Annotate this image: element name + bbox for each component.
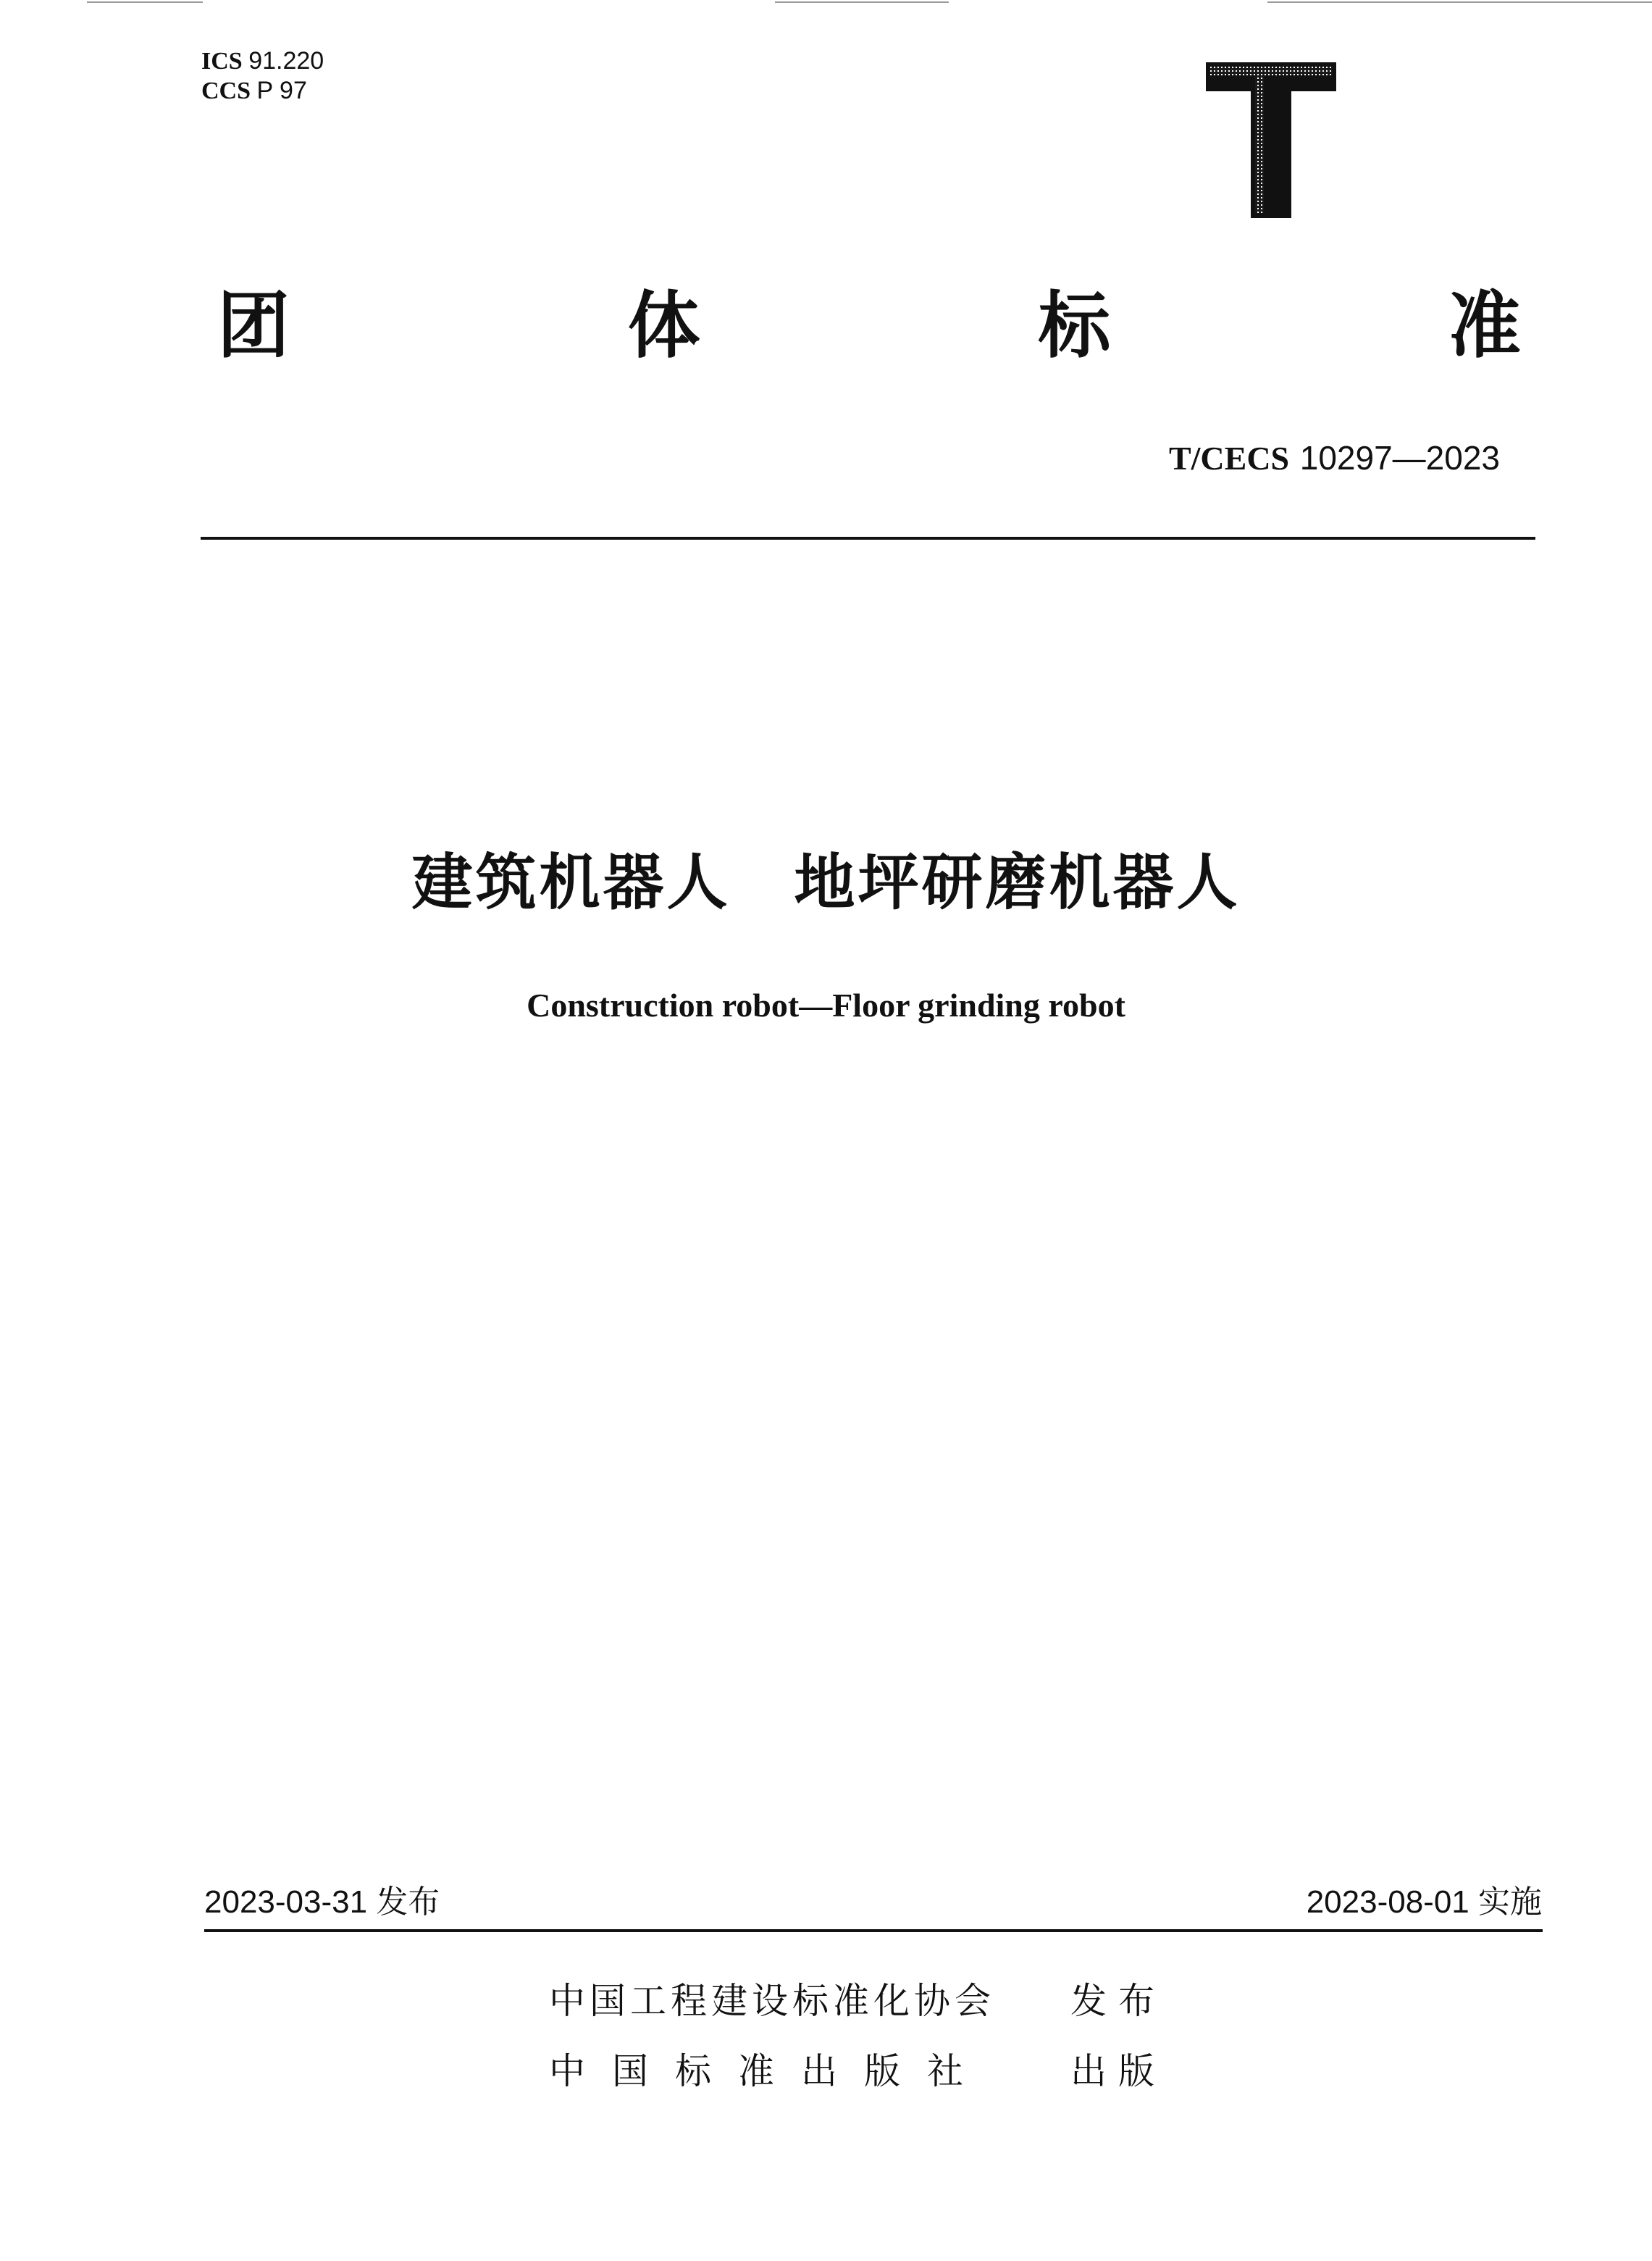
press-row	[549, 2048, 1186, 2094]
scan-mark	[87, 1, 203, 3]
publisher-row	[549, 1978, 1186, 2024]
press-name: 中国标准出版社	[549, 2050, 990, 2092]
classification-codes	[201, 46, 324, 106]
header-divider	[201, 537, 1535, 540]
footer-divider	[204, 1929, 1543, 1932]
standard-number: T/CECS 10297—2023	[1168, 439, 1500, 477]
standard-type-char: 准	[1448, 283, 1521, 368]
publisher-name: 中国工程建设标准化协会	[549, 1980, 995, 2022]
implementation-label: 实施	[1478, 1884, 1542, 1920]
standard-type	[217, 283, 1521, 369]
ics-code: ICS 91.220	[201, 47, 324, 75]
standard-type-char: 体	[627, 283, 700, 368]
publisher-action: 发布	[1070, 1980, 1166, 2022]
issue-label: 发布	[376, 1884, 440, 1920]
ccs-code: CCS P 97	[201, 77, 307, 104]
press-action: 出版	[1070, 2050, 1166, 2092]
title-chinese: 建筑机器人 地坪研磨机器人	[411, 847, 1241, 918]
title-english: Construction robot—Floor grinding robot	[527, 987, 1125, 1024]
standard-type-char: 标	[1038, 283, 1111, 368]
implementation-date: 2023-08-01 实施	[1306, 1884, 1542, 1920]
standard-type-char: 团	[217, 283, 290, 368]
scan-mark	[1267, 1, 1652, 3]
standard-mark-t	[1206, 62, 1336, 218]
issue-date: 2023-03-31 发布	[204, 1884, 440, 1920]
scan-mark	[775, 1, 949, 3]
